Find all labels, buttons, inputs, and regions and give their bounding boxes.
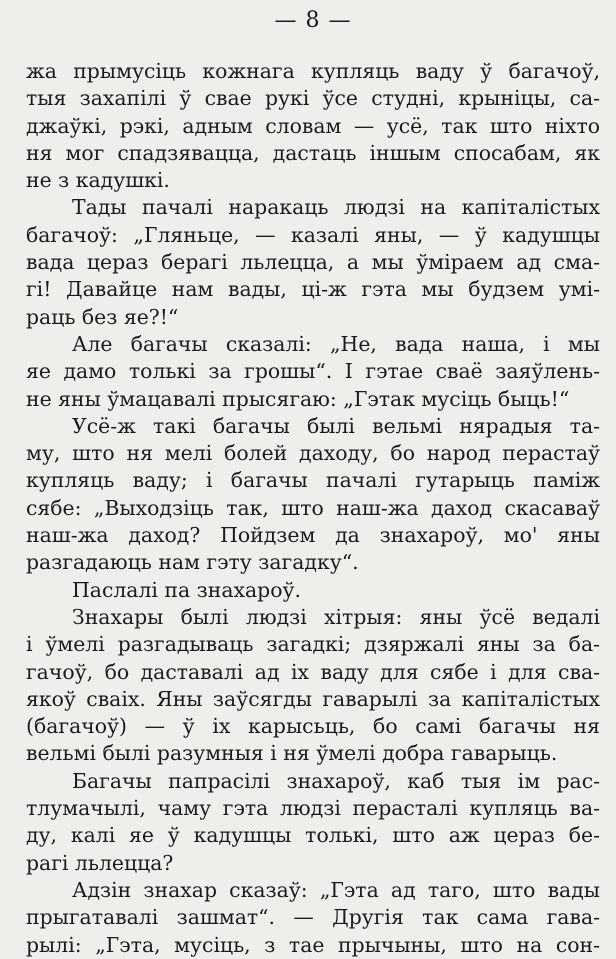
text-line: наш-жа даход? Пойдзем да знахароў, мо' яны xyxy=(26,523,600,548)
text-line: гі! Давайце нам вады, ці-ж гэта мы будзем умі- xyxy=(26,277,600,302)
text-line: му, што ня мелі болей даходу, бо народ перастаў xyxy=(26,441,600,466)
text-line: якоў сваіх. Яны заўсягды гаварылі за капіталістых xyxy=(26,686,600,711)
page-number: — 8 — xyxy=(274,8,352,33)
text-line: ду, калі яе ў кадушцы толькі, што аж цераз бе- xyxy=(26,823,600,848)
text-line: Але багачы сказалі: „Не, вада наша, і мы xyxy=(72,331,600,356)
text-line: гачоў, бо даставалі ад іх ваду для сябе і для сва- xyxy=(26,659,600,684)
text-line: Усё-ж такі багачы былі вельмі нярадыя та- xyxy=(72,413,600,438)
text-line: тлумачылі, чаму гэта людзі перасталі купляць ва- xyxy=(26,796,600,821)
text-line: вада цераз берагі льлецца, а мы ўміраем ад сма- xyxy=(26,250,600,275)
text-line: і ўмелі разгадываць загадкі; дзяржалі яны за ба- xyxy=(26,632,600,657)
text-line: багачоў: „Гляньце, — казалі яны, — ў кадушцы xyxy=(26,222,600,247)
text-line: Адзін знахар сказаў: „Гэта ад таго, што вады xyxy=(72,877,600,902)
text-line: Багачы папрасілі знахароў, каб тыя ім рас- xyxy=(72,768,600,793)
text-line: Тады пачалі наракаць людзі на капіталістых xyxy=(72,195,600,220)
text-line: тыя захапілі ў свае рукі ўсе студні, крыніцы, са- xyxy=(26,86,600,111)
text-line: сябе: „Выходзіць так, што наш-жа даход скасаваў xyxy=(26,495,600,520)
text-line: (багачоў) — ў іх карысьць, бо самі багачы ня xyxy=(26,714,600,739)
text-line: джаўкі, рэкі, адным словам — усё, так што ніхто xyxy=(26,113,600,138)
text-line: ня мог спадзявацца, дастаць іншым спосабам, як xyxy=(26,140,600,165)
text-line: Знахары былі людзі хітрыя: яны ўсё ведалі xyxy=(72,604,600,629)
text-line: прыгатавалі зашмат“. — Другія так сама гава- xyxy=(26,905,600,930)
text-line: яе дамо толькі за грошы“. І гэтае сваё заяўлень- xyxy=(26,359,600,384)
text-line: жа прымусіць кожнага купляць ваду ў багачоў, xyxy=(26,59,600,83)
text-line: разгадаюць нам гэту загадку“. xyxy=(26,550,359,575)
text-line: Паслалі па знахароў. xyxy=(72,577,301,602)
text-line: купляць ваду; і багачы пачалі гутарыць паміж xyxy=(26,468,600,493)
body-text xyxy=(26,58,600,959)
text-line: рагі льлецца? xyxy=(26,850,174,875)
text-line: не з кадушкі. xyxy=(26,168,170,193)
text-line: рылі: „Гэта, мусіць, з тае прычыны, што на сон- xyxy=(26,932,600,957)
text-line: не яны ўмацавалі прысягаю: „Гэтак мусіць быць!“ xyxy=(26,386,570,411)
text-line: раць без яе?!“ xyxy=(26,304,179,329)
text-line: вельмі былі разумныя і ня ўмелі добра гаварыць. xyxy=(26,741,558,766)
